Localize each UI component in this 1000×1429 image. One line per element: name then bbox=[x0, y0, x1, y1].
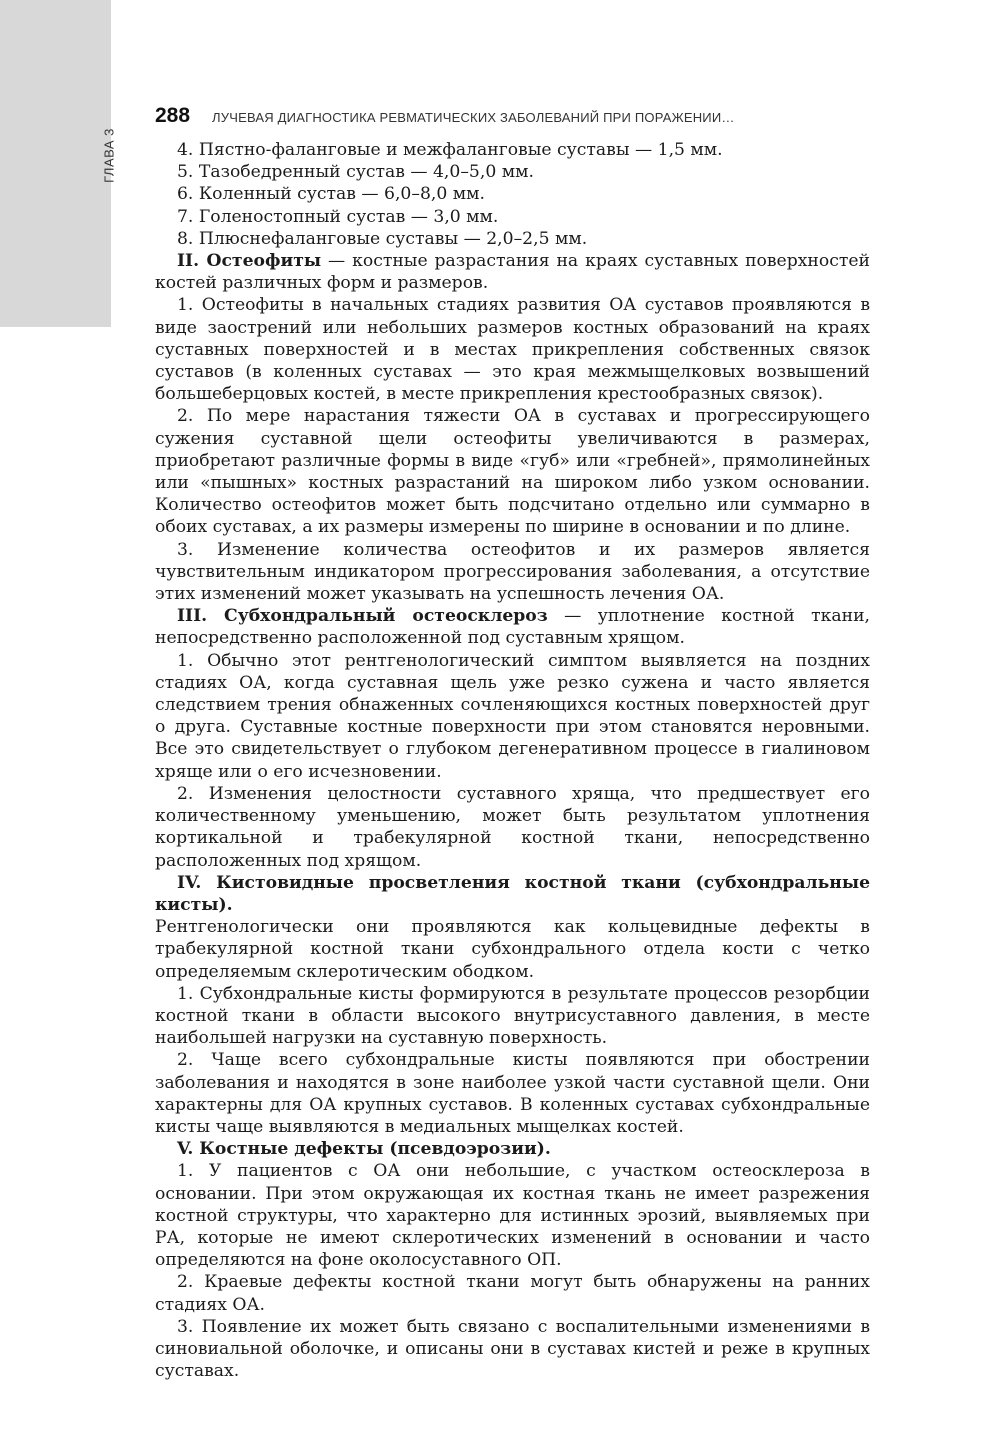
section-heading-cysts bbox=[155, 872, 870, 916]
cysts-title: IV. Кистовидные просветления костной ткани (субхондральные кисты). bbox=[155, 872, 870, 915]
sclerosis-definition bbox=[155, 605, 870, 649]
cysts-definition: Рентгенологически они проявляются как кольцевидные дефекты в трабекулярной костной ткани субхондрального отдела кости с четко определяемым склеротическим ободком. bbox=[155, 917, 870, 982]
paragraph: 1. Обычно этот рентгенологический симптом выявляется на поздних стадиях ОА, когда суставная щель уже резко сужена и часто является следствием трения обнаженных сочленяющихся костных поверхностей друг о друга. Суставные костные поверхности при этом становятся неровными. Все это свидетельствует о глубоком дегенеративном процессе в гиалиновом хряще или о его исчезновении. bbox=[155, 650, 870, 782]
page-number: 288 bbox=[155, 104, 191, 127]
osteophytes-def-text: — костные разрастания на краях суставных поверхностей костей различных форм и размеров. bbox=[155, 251, 870, 294]
paragraph: 1. Остеофиты в начальных стадиях развития ОА суставов проявляются в виде заострений или небольших размеров костных образований на краях суставных поверхностей и в местах прикрепления собственных связок суставов (в коленных суставах — это края межмыщелковых возвышений большеберцовых костей, в месте прикрепления крестообразных связок). bbox=[155, 295, 870, 405]
sclerosis-def-text: — уплотнение костной ткани, непосредственно расположенной под суставным хрящом. bbox=[155, 606, 870, 649]
section-heading-defects bbox=[155, 1138, 870, 1160]
list-item: 6. Коленный сустав — 6,0–8,0 мм. bbox=[177, 184, 485, 205]
list-item: 7. Голеностопный сустав — 3,0 мм. bbox=[177, 206, 499, 227]
section-heading-osteophytes: II. Остеофиты bbox=[177, 251, 322, 272]
paragraph: 3. Появление их может быть связано с воспалительными изменениями в синовиальной оболочке, и описаны они в суставах кистей и реже в крупных суставах. bbox=[155, 1316, 870, 1382]
page-body bbox=[155, 139, 870, 1382]
section-heading-sclerosis: III. Субхондральный остеосклероз bbox=[177, 606, 548, 627]
paragraph: 1. У пациентов с ОА они небольшие, с участком остеосклероза в основании. При этом окружающая их костная ткань не имеет разрежения костной структуры, что характерно для истинных эрозий, выявляемых при РА, которые не имеют склеротических изменений в основании и часто определяются на фоне околосуставного ОП. bbox=[155, 1161, 870, 1271]
chapter-side-tab bbox=[0, 0, 111, 327]
paragraph: 1. Субхондральные кисты формируются в результате процессов резорбции костной ткани в области высокого внутрисуставного давления, в месте наибольшей нагрузки на суставную поверхность. bbox=[155, 983, 870, 1049]
paragraph: 2. Чаще всего субхондральные кисты появляются при обострении заболевания и находятся в зоне наиболее узкой части суставной щели. Они характерны для ОА крупных суставов. В коленных суставах субхондральные кисты чаще выявляются в медиальных мыщелках костей. bbox=[155, 1050, 870, 1137]
chapter-label: ГЛАВА 3 bbox=[101, 128, 117, 183]
running-title: ЛУЧЕВАЯ ДИАГНОСТИКА РЕВМАТИЧЕСКИХ ЗАБОЛЕВАНИЙ ПРИ ПОРАЖЕНИИ… bbox=[212, 110, 735, 125]
osteophytes-definition bbox=[155, 250, 870, 294]
list-item: 8. Плюснефаланговые суставы — 2,0–2,5 мм. bbox=[177, 228, 588, 249]
defects-title: V. Костные дефекты (псевдоэрозии). bbox=[177, 1139, 551, 1160]
paragraph: 2. Краевые дефекты костной ткани могут быть обнаружены на ранних стадиях ОА. bbox=[155, 1272, 870, 1315]
page-header bbox=[155, 104, 870, 132]
list-item: 5. Тазобедренный сустав — 4,0–5,0 мм. bbox=[177, 162, 534, 183]
paragraph: 3. Изменение количества остеофитов и их размеров является чувствительным индикатором прогрессирования заболевания, а отсутствие этих изменений может указывать на успешность лечения ОА. bbox=[155, 539, 870, 605]
paragraph: 2. По мере нарастания тяжести ОА в суставах и прогрессирующего сужения суставной щели остеофиты увеличиваются в размерах, приобретают различные формы в виде «губ» или «гребней», прямолинейных или «пышных» костных разрастаний на широком либо узком основании. Количество остеофитов может быть подсчитано отдельно или суммарно в обоих суставах, а их размеры измерены по ширине в основании и по длине. bbox=[155, 406, 870, 538]
list-item: 4. Пястно-фаланговые и межфаланговые суставы — 1,5 мм. bbox=[177, 140, 723, 160]
paragraph: 2. Изменения целостности суставного хряща, что предшествует его количественному уменьшению, может быть результатом уплотнения кортикальной и трабекулярной костной ткани, непосредственно расположенных под хрящом. bbox=[155, 783, 870, 871]
